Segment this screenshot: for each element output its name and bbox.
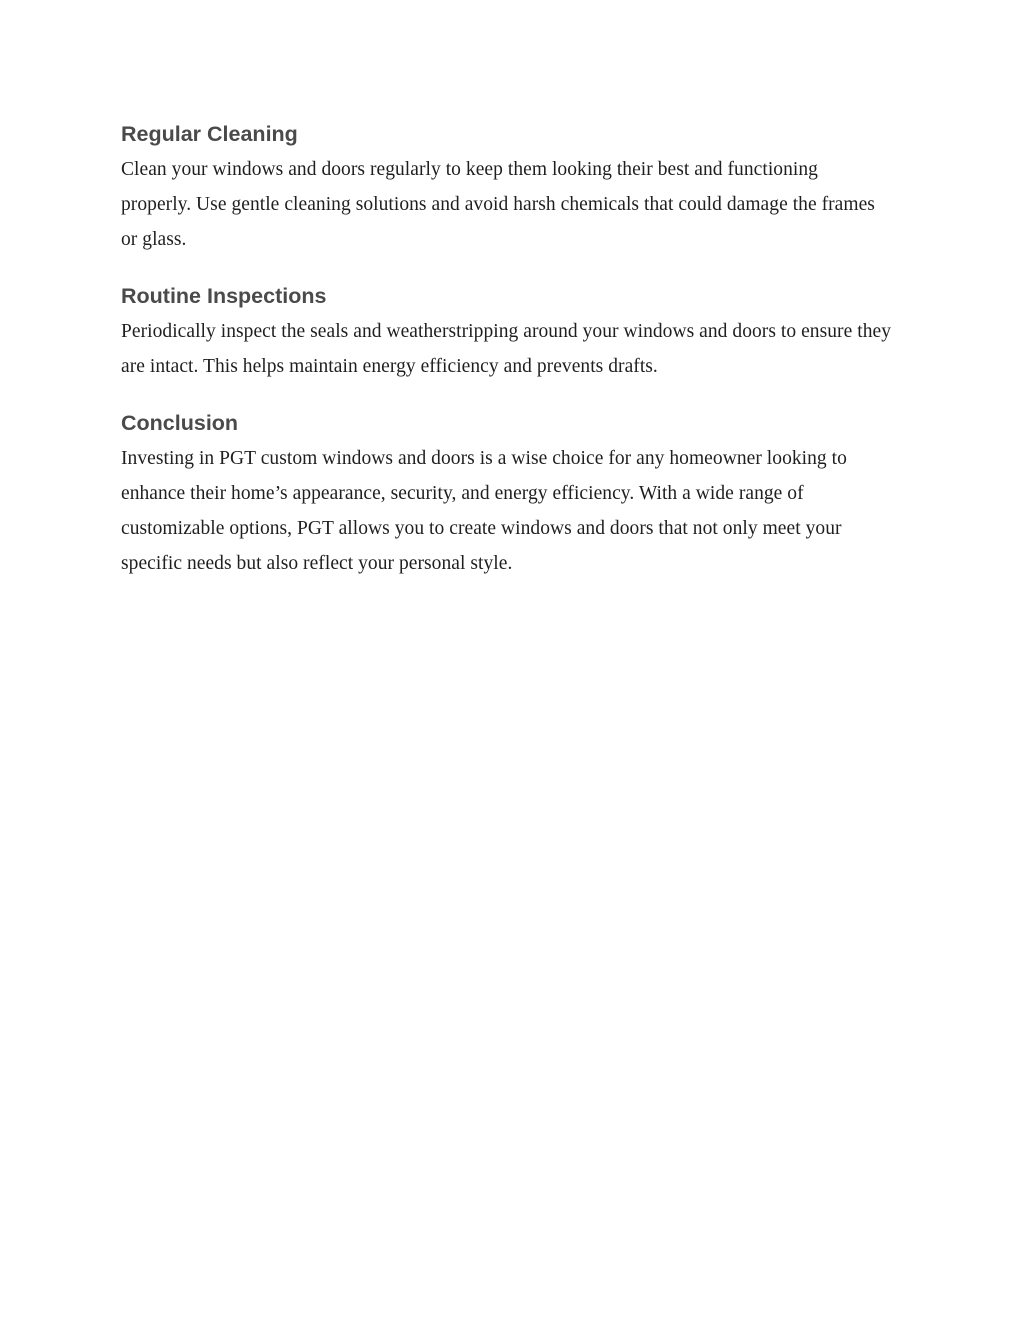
section-heading: Conclusion: [121, 411, 239, 435]
section-paragraph: Investing in PGT custom windows and doors is a wise choice for any homeowner looking to enhance their home’s appearance, security, and energy efficiency. With a wide range of customizable options, PGT allows you to create windows and doors that not only meet your specific needs but also reflect your personal style.: [121, 448, 847, 574]
section-heading: Routine Inspections: [121, 284, 327, 308]
section-heading: Regular Cleaning: [121, 122, 298, 146]
section-paragraph: Periodically inspect the seals and weatherstripping around your windows and doors to ensure they are intact. This helps maintain energy efficiency and prevents drafts.: [121, 321, 891, 377]
document-page: [121, 118, 891, 581]
section-paragraph: Clean your windows and doors regularly to keep them looking their best and functioning properly. Use gentle cleaning solutions and avoid harsh chemicals that could damage the frames or glass.: [121, 159, 875, 250]
section-regular-cleaning: [121, 118, 891, 257]
section-conclusion: [121, 407, 891, 581]
section-routine-inspections: [121, 280, 891, 384]
